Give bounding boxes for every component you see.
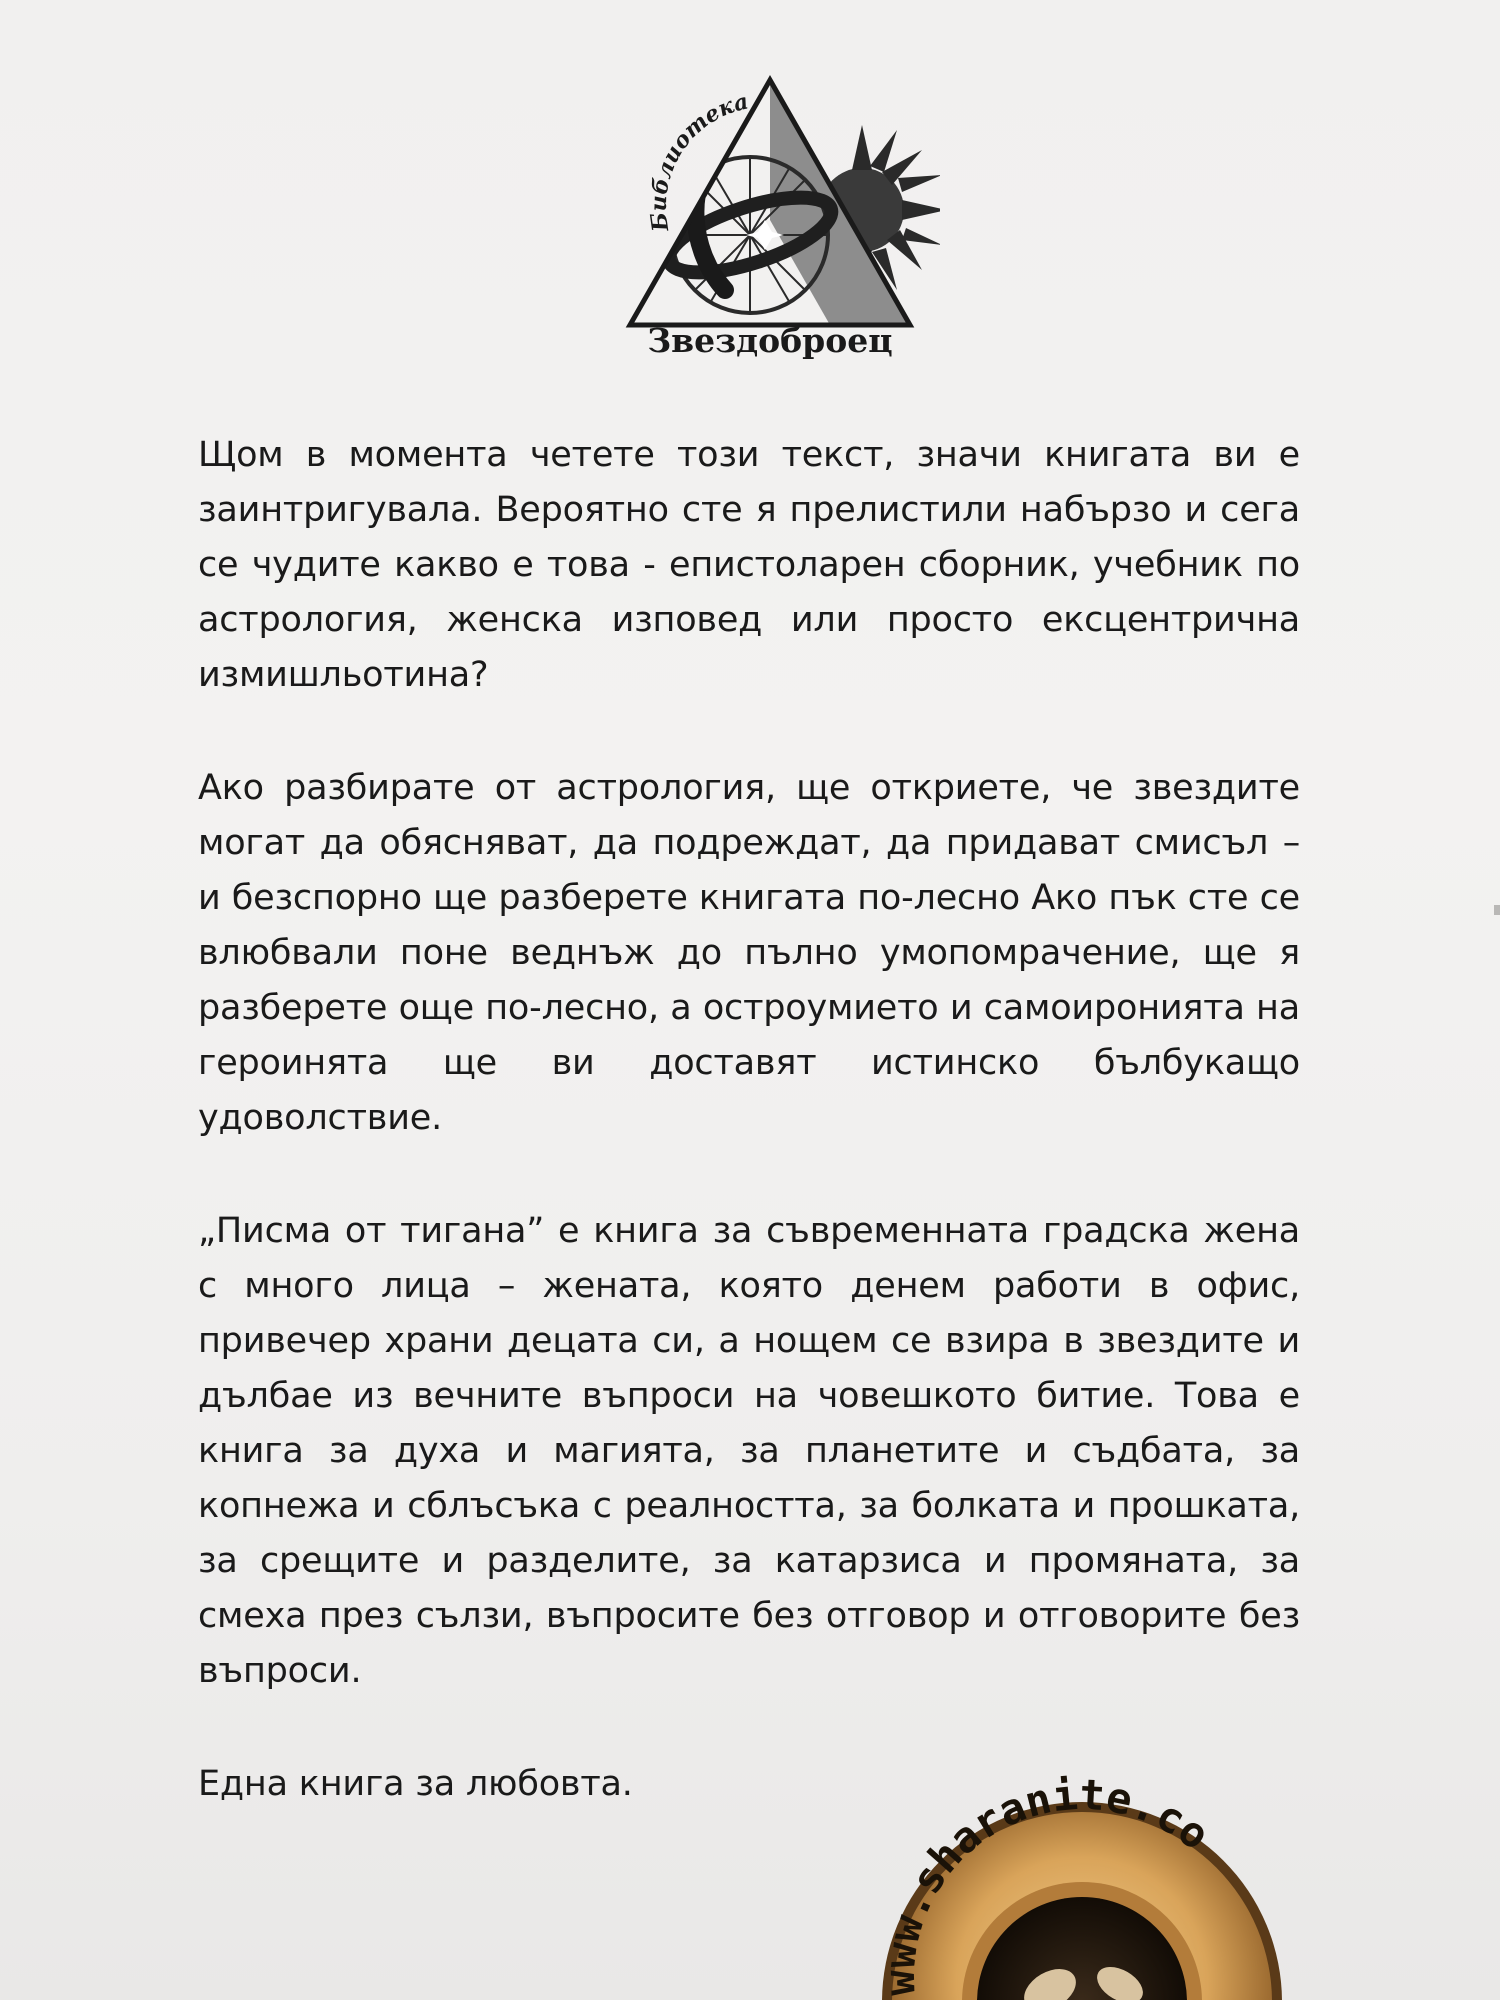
seal-text: www.sharanite.co xyxy=(874,1769,1219,1997)
cover-blurb xyxy=(198,428,1300,1870)
paragraph-3: „Писма от тигана” е книга за съвременната градска жена с много лица – жената, която денем работи в офис, привечер храни децата си, а нощем се взира в звездите и дълбае из вечните въпроси на човешкото битие. Това е книга за духа и магията, за планетите и съдбата, за копнежа и сблъсъка с реалността, за болката и прошката, за срещите и разделите, за катарзиса и промяната, за смеха през сълзи, въпросите без отговор и отговорите без въпроси. xyxy=(198,1211,1300,1691)
paragraph-1: Щом в момента четете този текст, значи книгата ви е заинтригувала. Вероятно сте я прелистили набързо и сега се чудите какво е това - епистоларен сборник, учебник по астрология, женска изповед или просто ексцентрична измишльотина? xyxy=(198,435,1300,695)
logo-name: Звездоброец xyxy=(647,321,893,360)
publisher-logo xyxy=(600,60,940,360)
closing-line: Една книга за любовта. xyxy=(198,1764,633,1804)
website-seal xyxy=(820,1740,1320,2000)
logo-arc-text: Библиотека xyxy=(645,88,751,233)
edge-mark xyxy=(1494,905,1500,915)
paragraph-2: Ако разбирате от астрология, ще откриете, че звездите могат да обясняват, да подреждат, да придават смисъл – и безспорно ще разберете книгата по-лесно Ако пък сте се влюбвали поне веднъж до пълно умопомрачение, ще я разберете още по-лесно, а остроумието и самоиронията на героинята ще ви доставят истинско бълбукащо удоволствие. xyxy=(198,768,1300,1138)
